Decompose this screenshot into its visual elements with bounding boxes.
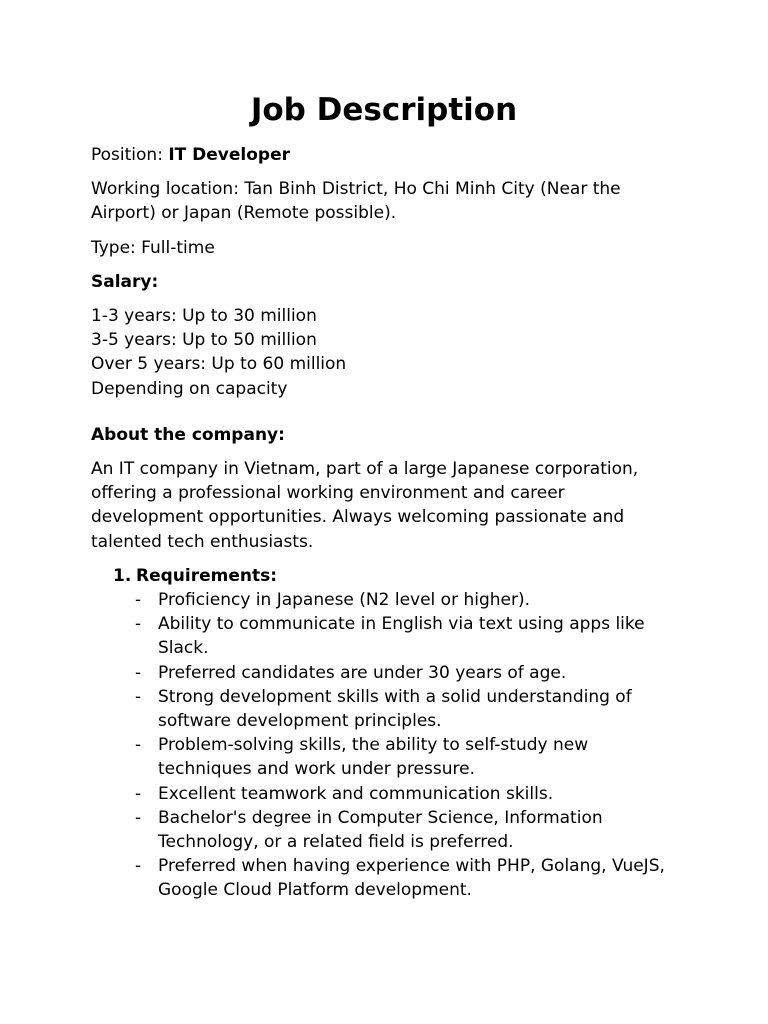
requirement-text: Problem-solving skills, the ability to self-study new techniques and work under pressure. (158, 735, 589, 780)
about-text: An IT company in Vietnam, part of a large Japanese corporation, offering a professional working environment and career development opportunities. Always welcoming passionate and talented tech enthusiasts. (91, 459, 639, 552)
job-type: Type: Full-time (91, 237, 215, 258)
requirement-text: Ability to communicate in English via text using apps like Slack. (158, 614, 645, 659)
requirement-text: Proficiency in Japanese (N2 level or higher). (158, 590, 531, 611)
requirements-heading (113, 564, 681, 588)
bullet-dash: - (135, 783, 142, 804)
bullet-dash: - (135, 807, 142, 828)
bullet-dash: - (135, 686, 142, 707)
page-title: Job Description (250, 92, 518, 128)
salary-line: Over 5 years: Up to 60 million (91, 354, 347, 375)
salary-heading: Salary: (91, 271, 159, 292)
requirement-item (91, 612, 681, 660)
salary-line: Depending on capacity (91, 378, 288, 399)
requirement-text: Excellent teamwork and communication skills. (158, 783, 554, 804)
requirement-item (91, 588, 681, 612)
requirements-list (91, 588, 681, 903)
requirement-item (91, 685, 681, 733)
requirements-title: Requirements: (136, 565, 278, 586)
requirement-item (91, 854, 681, 902)
bullet-dash: - (135, 856, 142, 877)
requirement-text: Strong development skills with a solid understanding of software development principles. (158, 686, 632, 732)
salary-list (91, 304, 681, 401)
requirement-item (91, 661, 681, 685)
bullet-dash: - (135, 735, 142, 756)
requirement-item (91, 733, 681, 781)
requirement-item (91, 806, 681, 854)
document-body (91, 143, 681, 903)
salary-line: 1-3 years: Up to 30 million (91, 306, 317, 327)
position-value: IT Developer (168, 145, 291, 165)
requirement-item (91, 782, 681, 806)
bullet-dash: - (135, 590, 142, 611)
about-heading: About the company: (91, 424, 285, 445)
requirements-section (91, 564, 681, 903)
requirement-text: Preferred candidates are under 30 years of age. (158, 662, 567, 683)
position-line (91, 143, 681, 167)
requirement-text: Bachelor's degree in Computer Science, Information Technology, or a related field is preferred. (158, 807, 603, 853)
requirements-number: 1. (113, 565, 132, 586)
position-label: Position: (91, 145, 169, 165)
working-location: Working location: Tan Binh District, Ho Chi Minh City (Near the Airport) or Japan (Remote possible). (91, 179, 621, 224)
salary-line: 3-5 years: Up to 50 million (91, 330, 317, 351)
bullet-dash: - (135, 614, 142, 635)
requirement-text: Preferred when having experience with PHP, Golang, VueJS, Google Cloud Platform development. (158, 856, 665, 901)
bullet-dash: - (135, 662, 142, 683)
